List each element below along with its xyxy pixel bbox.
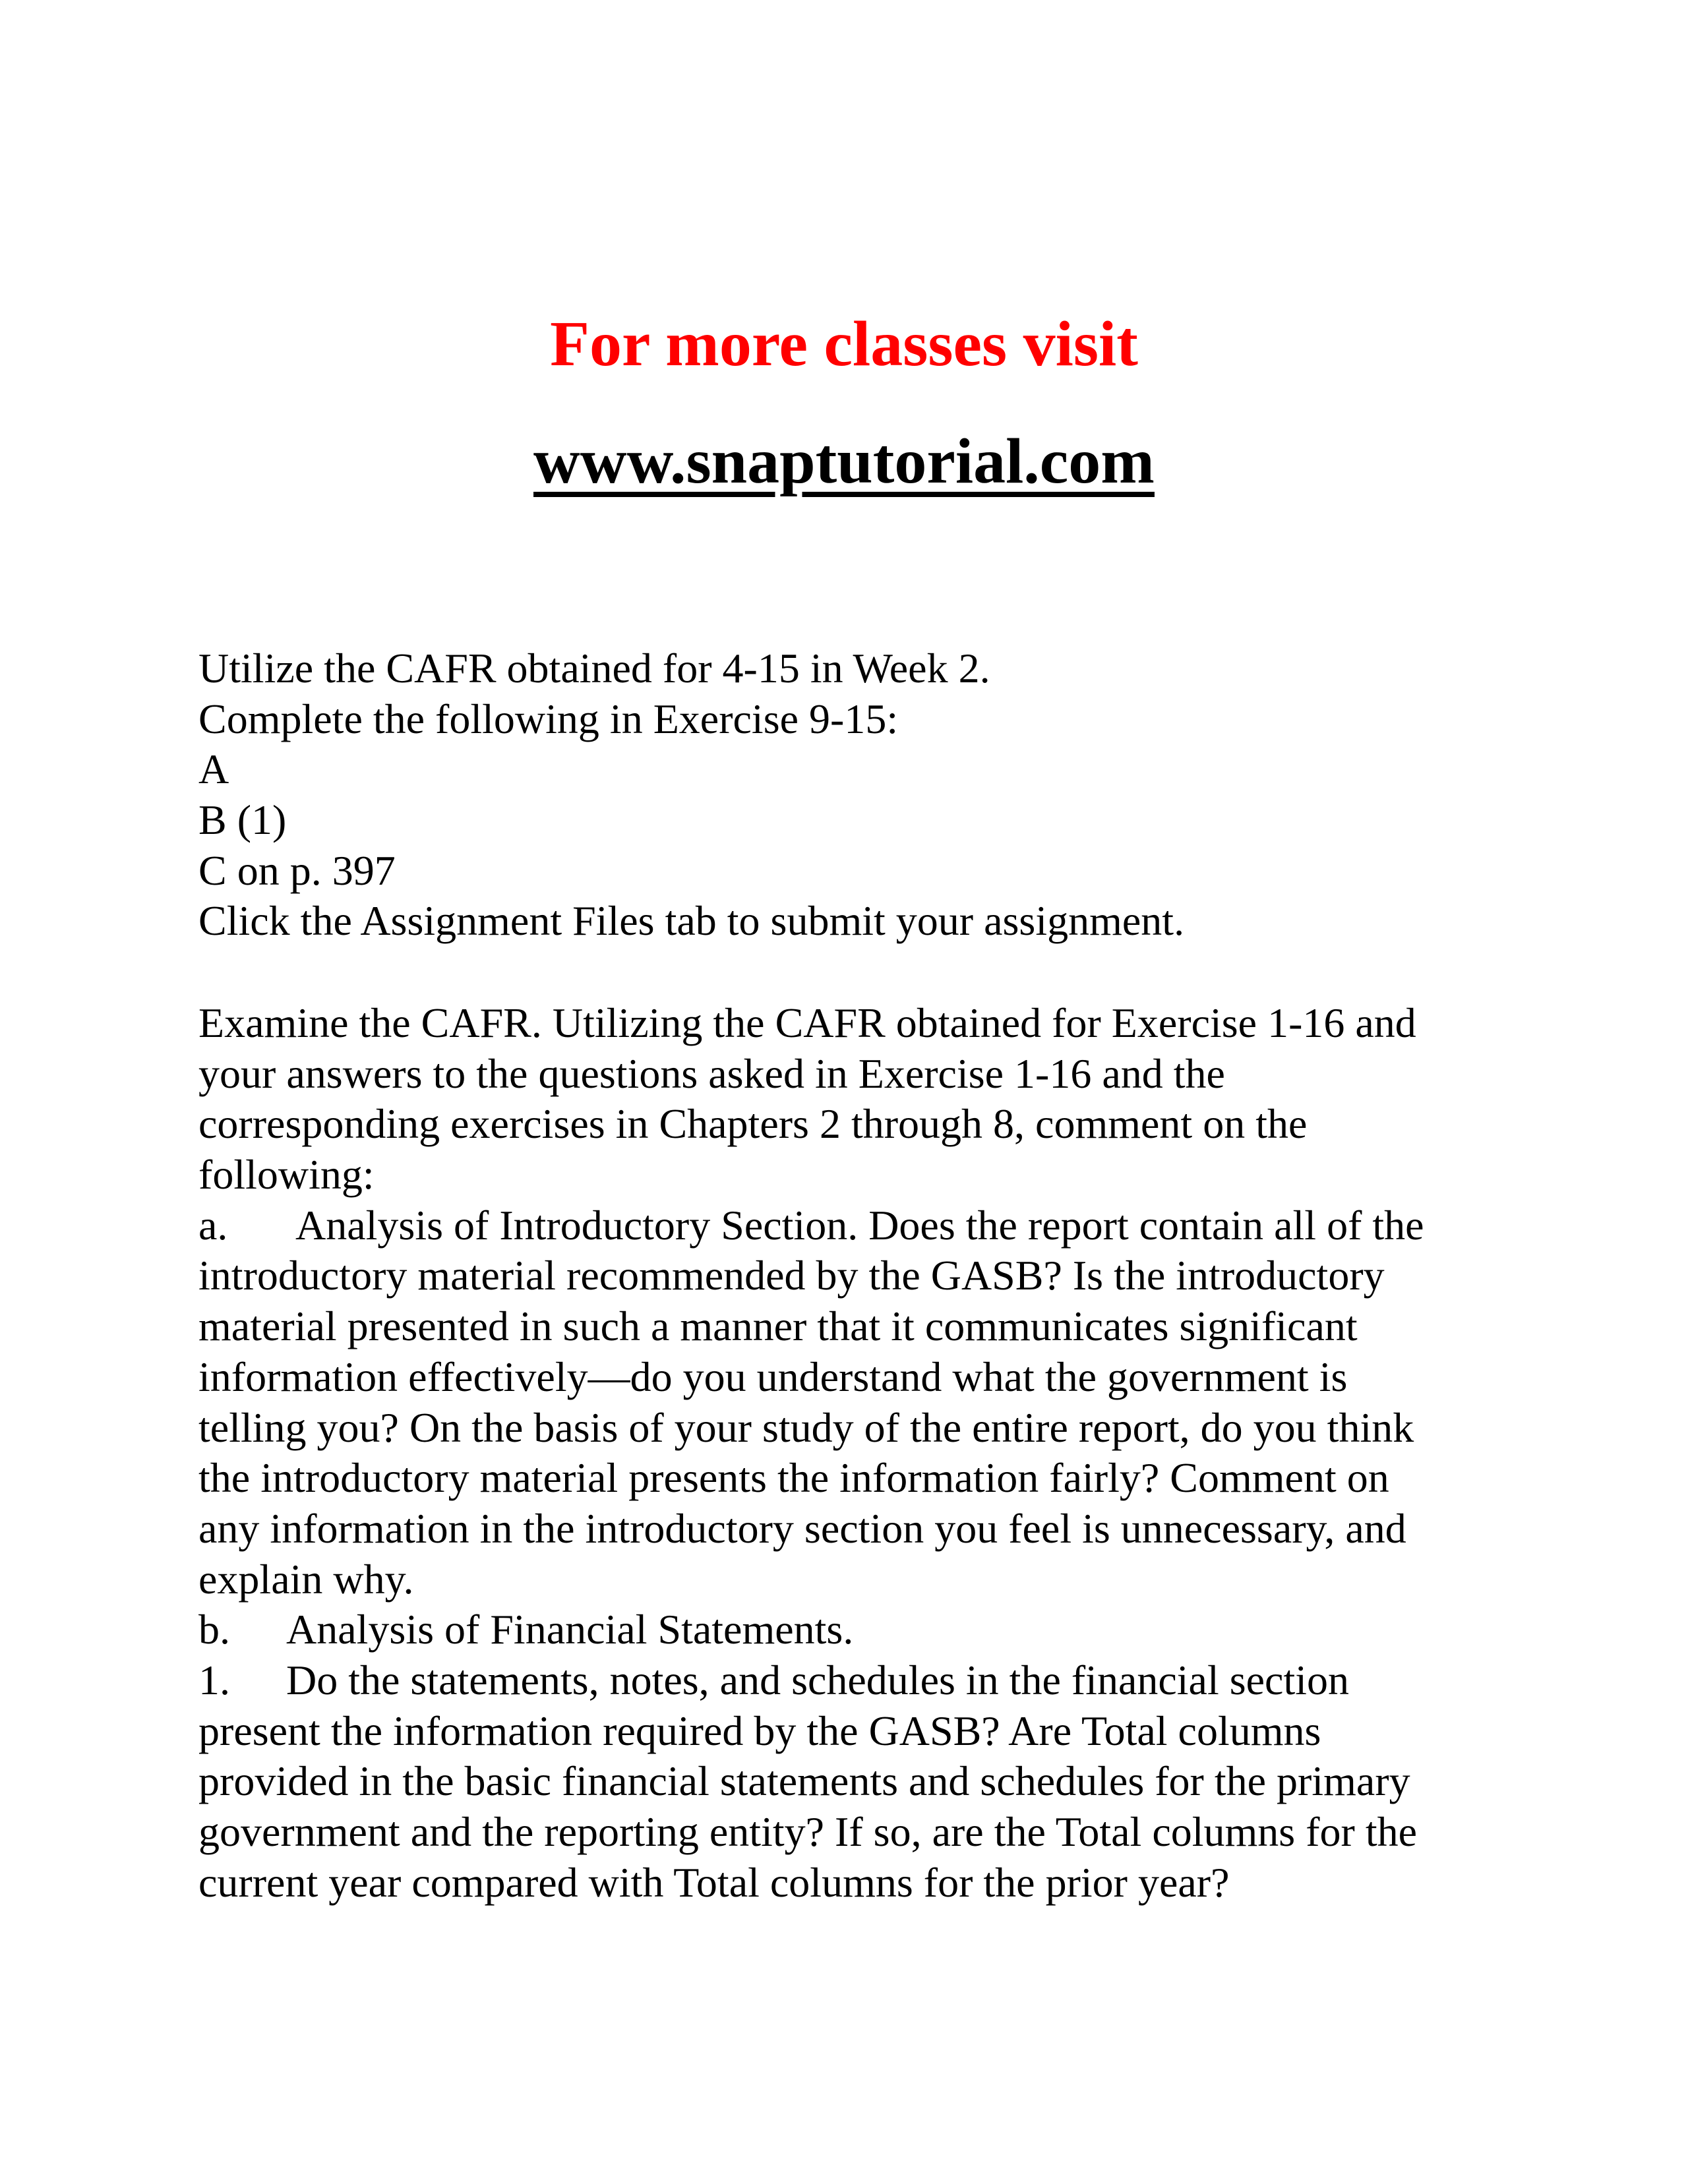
assignment-line: Click the Assignment Files tab to submit your assignment.	[198, 897, 1185, 945]
item-1-line: government and the reporting entity? If so, are the Total columns for the	[198, 1808, 1417, 1855]
exercise-text	[198, 998, 1517, 1908]
item-1-first-line	[198, 1655, 1517, 1706]
assignment-line: A	[198, 746, 229, 793]
item-a-line: the introductory material presents the information fairly? Comment on	[198, 1454, 1389, 1502]
website-link[interactable]: www.snaptutorial.com	[533, 426, 1155, 497]
item-a-text: Analysis of Introductory Section. Does the report contain all of the	[295, 1201, 1424, 1249]
item-a-line: explain why.	[198, 1555, 414, 1603]
promo-heading: For more classes visit	[550, 309, 1138, 380]
item-b-label: b.	[198, 1606, 230, 1653]
exercise-intro-line: Examine the CAFR. Utilizing the CAFR obtained for Exercise 1-16 and	[198, 999, 1416, 1046]
item-1-text: Do the statements, notes, and schedules in the financial section	[286, 1656, 1349, 1703]
item-a-line: telling you? On the basis of your study of the entire report, do you think	[198, 1403, 1414, 1451]
item-a-line: introductory material recommended by the GASB? Is the introductory	[198, 1252, 1385, 1299]
assignment-line: Complete the following in Exercise 9-15:	[198, 695, 899, 742]
assignment-line: Utilize the CAFR obtained for 4-15 in Week 2.	[198, 645, 990, 692]
item-a-line: any information in the introductory section you feel is unnecessary, and	[198, 1504, 1406, 1552]
exercise-intro-line: following:	[198, 1151, 375, 1198]
item-a-line: information effectively—do you understand what the government is	[198, 1353, 1348, 1400]
item-b-text: Analysis of Financial Statements.	[286, 1606, 854, 1653]
item-1-line: present the information required by the GASB? Are Total columns	[198, 1707, 1321, 1754]
exercise-intro-line: corresponding exercises in Chapters 2 through 8, comment on the	[198, 1100, 1308, 1148]
item-1-label: 1.	[198, 1656, 230, 1703]
item-a-first-line	[198, 1200, 1517, 1251]
item-1-line: current year compared with Total columns for the prior year?	[198, 1858, 1230, 1906]
item-1-line: provided in the basic financial statements and schedules for the primary	[198, 1757, 1410, 1805]
item-a-line: material presented in such a manner that it communicates significant	[198, 1303, 1358, 1350]
item-b-line	[198, 1605, 1517, 1655]
assignment-line: B (1)	[198, 796, 287, 844]
assignment-line: C on p. 397	[198, 846, 396, 894]
assignment-instructions	[198, 643, 1517, 947]
exercise-intro-line: your answers to the questions asked in Exercise 1-16 and the	[198, 1049, 1225, 1097]
item-a-label: a.	[198, 1201, 228, 1249]
